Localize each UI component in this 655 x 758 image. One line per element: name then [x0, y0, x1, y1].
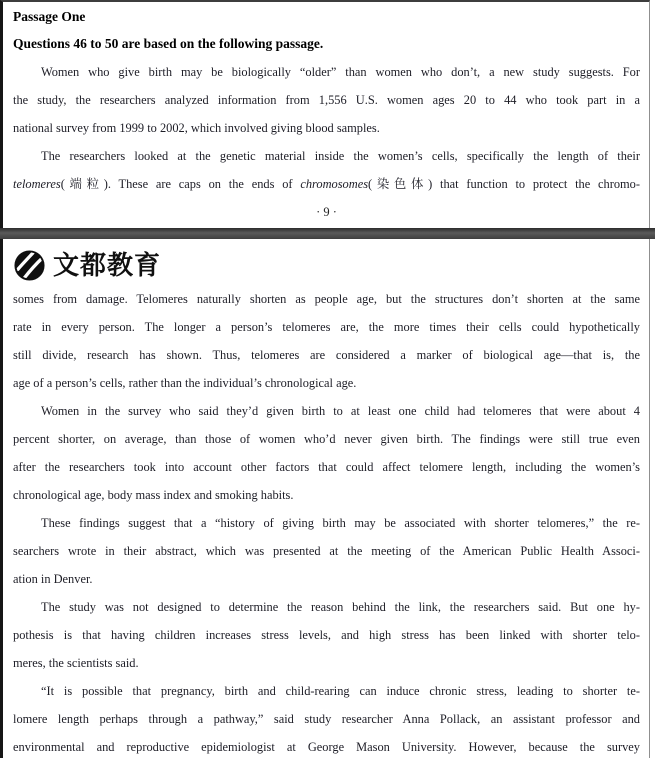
- text-line: pothesis is that having children increases stress levels, and high stress has been linked with shorter telo-: [13, 628, 640, 642]
- paragraph-survey-findings: [13, 397, 640, 509]
- text-line: the study, the researchers analyzed information from 1,556 U.S. women ages 20 to 44 who took part in a: [13, 93, 640, 107]
- page-number: · 9 ·: [316, 205, 337, 219]
- text-line: environmental and reproductive epidemiologist at George Mason University. However, because the survey: [13, 740, 640, 754]
- text-line: age of a person’s cells, rather than the individual’s chronological age.: [13, 376, 357, 390]
- text-line: chronological age, body mass index and smoking habits.: [13, 488, 294, 502]
- text-line: percent shorter, on average, than those of women who’d never given birth. The findings were still true even: [13, 432, 640, 446]
- page-10-fragment: [0, 239, 650, 758]
- italic-term-telomeres: telomeres: [13, 177, 61, 191]
- passage-heading: Passage One: [13, 9, 86, 24]
- brand-name: 文都教育: [53, 249, 162, 280]
- text-line: These findings suggest that a “history of giving birth may be associated with shorter telomeres,” the re-: [41, 516, 640, 530]
- paragraph-hypothesis: [13, 593, 640, 677]
- text-line: somes from damage. Telomeres naturally shorten as people age, but the structures don’t shorten at the same: [13, 292, 640, 306]
- paragraph-abstract-findings: [13, 509, 640, 593]
- text-line: Women who give birth may be biologically “older” than women who don’t, a new study suggests. For: [41, 65, 640, 79]
- text-line: after the researchers took into account other factors that could affect telomere length, including the women’s: [13, 460, 640, 474]
- text-line: The study was not designed to determine the reason behind the link, the researchers said. But one hy-: [41, 600, 640, 614]
- text-line: searchers wrote in their abstract, which was presented at the meeting of the American Public Health Associ-: [13, 544, 640, 558]
- text-line: meres, the scientists said.: [13, 656, 139, 670]
- text-line: The researchers looked at the genetic material inside the women’s cells, specifically the length of their: [41, 149, 640, 163]
- italic-term-chromosomes: chromosomes: [300, 177, 369, 191]
- paragraph-study-intro: [13, 58, 640, 142]
- page-9-fragment: [0, 0, 650, 228]
- text-line: rate in every person. The longer a person’s telomeres are, the more times their cells could hypothetically: [13, 320, 640, 334]
- text-run: (染色体) that function to protect the chromo-: [368, 177, 640, 191]
- text-run: (端粒). These are caps on the ends of: [60, 177, 301, 191]
- text-line: still divide, research has shown. Thus, telomeres are considered a marker of biological age—that is, the: [13, 348, 640, 362]
- brand-logo: [13, 239, 640, 285]
- questions-range-heading: Questions 46 to 50 are based on the following passage.: [13, 36, 324, 51]
- text-line: ation in Denver.: [13, 572, 93, 586]
- text-line: Women in the survey who said they’d given birth to at least one child had telomeres that were about 4: [41, 404, 640, 418]
- text-line: national survey from 1999 to 2002, which involved giving blood samples.: [13, 121, 380, 135]
- paragraph-telomeres-intro: [13, 142, 640, 198]
- text-line: lomere length perhaps through a pathway,” said study researcher Anna Pollack, an assistant professor and: [13, 712, 640, 726]
- page-separator: [0, 228, 655, 239]
- paragraph-telomeres-continued: [13, 285, 640, 397]
- text-line: “It is possible that pregnancy, birth and child-rearing can induce chronic stress, leading to shorter te-: [41, 684, 640, 698]
- wendu-logo-icon: [13, 249, 46, 282]
- paragraph-pollack-quote: [13, 677, 640, 758]
- text-line: [13, 170, 640, 198]
